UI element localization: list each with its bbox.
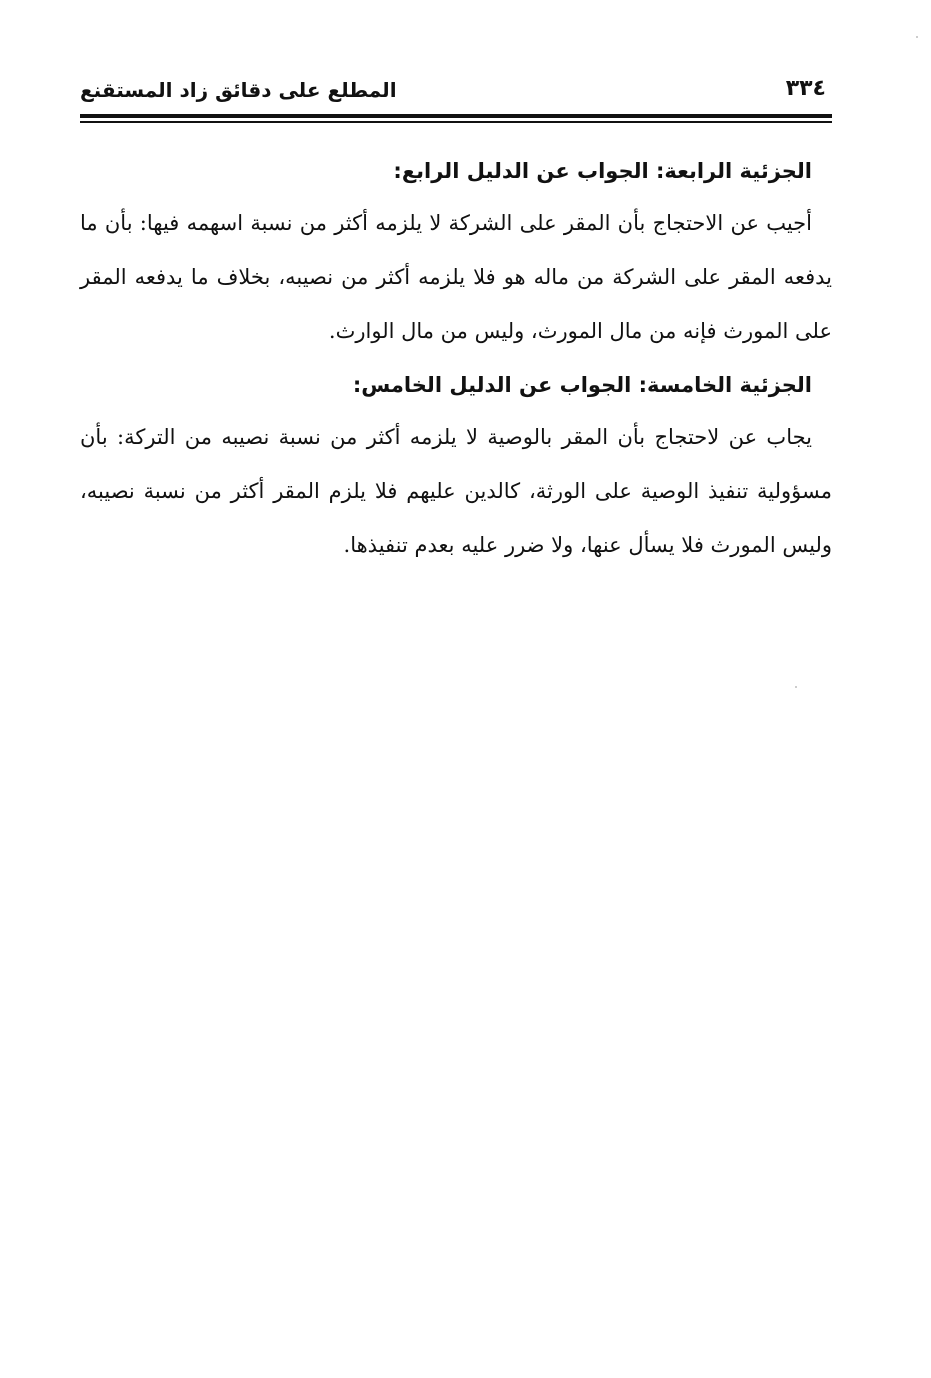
scan-speck <box>916 36 918 38</box>
section-paragraph-fourth: أجيب عن الاحتجاج بأن المقر على الشركة لا يلزمه أكثر من نسبة اسهمه فيها: بأن ما يدفعه المقر على الشركة من ماله هو فلا يلزمه أكثر من نصيبه، بخلاف ما يدفعه المقر على المورث فإنه من مال المورث، وليس من مال الوارث. <box>80 211 832 343</box>
page-body <box>80 148 832 576</box>
header-rule-thin <box>80 121 832 123</box>
section-heading-fourth: الجزئية الرابعة: الجواب عن الدليل الرابع: <box>393 159 812 183</box>
header-rule-thick <box>80 114 832 118</box>
running-header <box>80 72 832 112</box>
scan-speck <box>795 686 797 688</box>
book-title: المطلع على دقائق زاد المستقنع <box>80 78 397 102</box>
section-heading-fifth: الجزئية الخامسة: الجواب عن الدليل الخامس: <box>352 373 812 397</box>
page-number: ٣٣٤ <box>785 76 826 101</box>
section-paragraph-fifth: يجاب عن لاحتجاج بأن المقر بالوصية لا يلزمه أكثر من نسبة نصيبه من التركة: بأن مسؤولية تنفيذ الوصية على الورثة، كالدين عليهم فلا يلزم المقر أكثر من نسبة نصيبه، وليس المورث فلا يسأل عنها، ولا ضرر عليه بعدم تنفيذها. <box>80 425 832 557</box>
